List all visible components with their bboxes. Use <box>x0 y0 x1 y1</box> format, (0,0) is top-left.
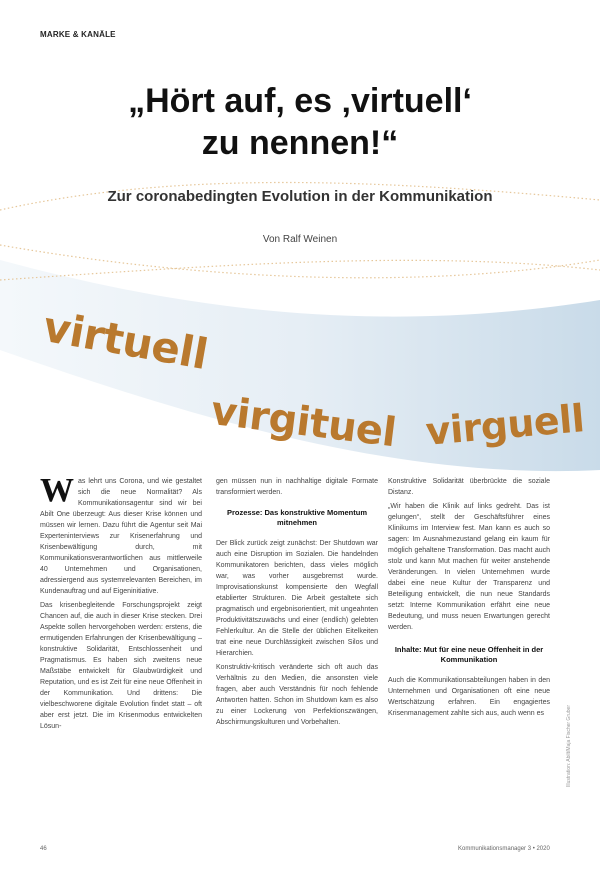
dropcap: W <box>40 472 74 509</box>
paragraph: Auch die Kommunikationsabteilungen haben in den Unternehmen und Organisationen oft eine neue Wertschätzung erfahren. Ein engagiertes Krisenmanagement zahlte sich aus, auch wenn es <box>388 677 550 717</box>
paragraph: Das krisenbegleitende Forschungsprojekt zeigt Chancen auf, die auch in dieser Krise stecken. Drei Aspekte sollen hervorgehoben werden: erstens, die ermutigenden Erfahrungen der Krisenbewältigung – konstruktive Solidarität, Entschlossenheit und Pragmatismus. Es haben sich zweitens neue Maßstäbe entwickelt für Glaubwürdigkeit und Reputation, und es ist Zeit für eine neue Offenheit in der Kommunikation. Und drittens: Die vielbeschworene digitale Evolution findet statt – oft aber erst jetzt. Die im Krisenmodus entwickelten Lösun- <box>40 602 202 730</box>
paragraph: Konstruktive Solidarität überbrückte die soziale Distanz. <box>388 478 550 496</box>
paragraph: gen müssen nun in nachhaltige digitale Formate transformiert werden. <box>216 478 378 496</box>
banner-word-virguell: virguell <box>424 396 586 454</box>
headline-line-2: zu nennen!“ <box>201 124 399 162</box>
subtitle: Zur coronabedingten Evolution in der Kommunikation <box>107 188 493 205</box>
dotted-line-middle <box>0 245 600 278</box>
banner-word-virgituel: virgituel <box>208 388 399 457</box>
section-heading-inhalte: Inhalte: Mut für eine neue Offenheit in der Kommunikation <box>394 645 544 664</box>
photo-credit: Illustration: Abilt/Maja Fischer Gruber <box>566 705 572 787</box>
article-column-1 <box>40 472 202 735</box>
banner-word-virtuell: virtuell <box>39 302 212 380</box>
byline: Von Ralf Weinen <box>262 234 338 245</box>
paragraph: Konstruktiv-kritisch veränderte sich oft auch das Verhältnis zu den Medien, die ansonsten viele fragen, aber auch Verständnis für noch fehlende Antworten hatten. Schon im Shutdown kam es also zu einer Lockerung von Perfektionszwängen, Abschirmungskulturen und Vorbehalten. <box>216 664 378 726</box>
paragraph-text: as lehrt uns Corona, und wie gestaltet sich die neue Normalität? Als Kommunikationsagentur sind wir bei Abilt One überzeugt: Aus dieser Krise können und müssen wir lernen. Dazu führt die Agentur seit Mai Experteninterviews zur Krisenerfahrung und Krisenbewältigung durch, mit Kommunikationsverantwortlichen aus mittlerweile 40 Unternehmen und Organisationen, adressiergend aus systemrelevanten Bereichen, im Kundenauftrag und auf Eigeninitiative. <box>40 478 202 595</box>
paragraph <box>40 472 202 597</box>
page-number: 46 <box>40 846 47 852</box>
dotted-line-lower <box>0 260 600 280</box>
section-heading-prozesse: Prozesse: Das konstruktive Momentum mitnehmen <box>226 508 368 527</box>
paragraph: „Wir haben die Klinik auf links gedreht. Das ist gelungen“, stellt der Geschäftsführer eines Klinikums im Interview fest. Man kann es auch so sagen: Im Ausnahmezustand gelang ein kaum für möglich gehaltene Transformation. Das macht auch stolz und kann Mut machen für weiter anstehende Veränderungen. In vielen Unternehmen wurde dabei eine neue Kultur der Transparenz und Beteiligung entwickelt, die nun neue Standards setzt: Interne Kommunikation erfährt eine neue Bedeutung, und muss neuen Erwartungen gerecht werden. <box>388 503 550 631</box>
paragraph: Der Blick zurück zeigt zunächst: Der Shutdown war auch eine Disruption im Sozialen. Die handelnden Kommunikatoren berichten, dass vieles möglich war, was vorher ausgebremst wurde. Improvisationskunst kompensierte den Wegfall etablierter Strukturen. Die Arbeit gestaltete sich pragmatisch und ergebnisorientiert, mit ungeahnten Produktivitätszuwächs und einer (endlich) gelebten Fehlerkultur. An die Stelle der üblichen Eitelkeiten trat eine neue Durchlässigkeit zwischen Silos und Hierarchien. <box>216 540 378 657</box>
magazine-name: Kommunikationsmanager 3 • 2020 <box>458 846 550 852</box>
headline <box>0 80 600 164</box>
headline-line-1: „Hört auf, es ‚virtuell‘ <box>128 82 472 120</box>
article-column-2 <box>216 476 378 731</box>
section-label: MARKE & KANÄLE <box>40 30 116 39</box>
article-column-3 <box>388 476 550 722</box>
